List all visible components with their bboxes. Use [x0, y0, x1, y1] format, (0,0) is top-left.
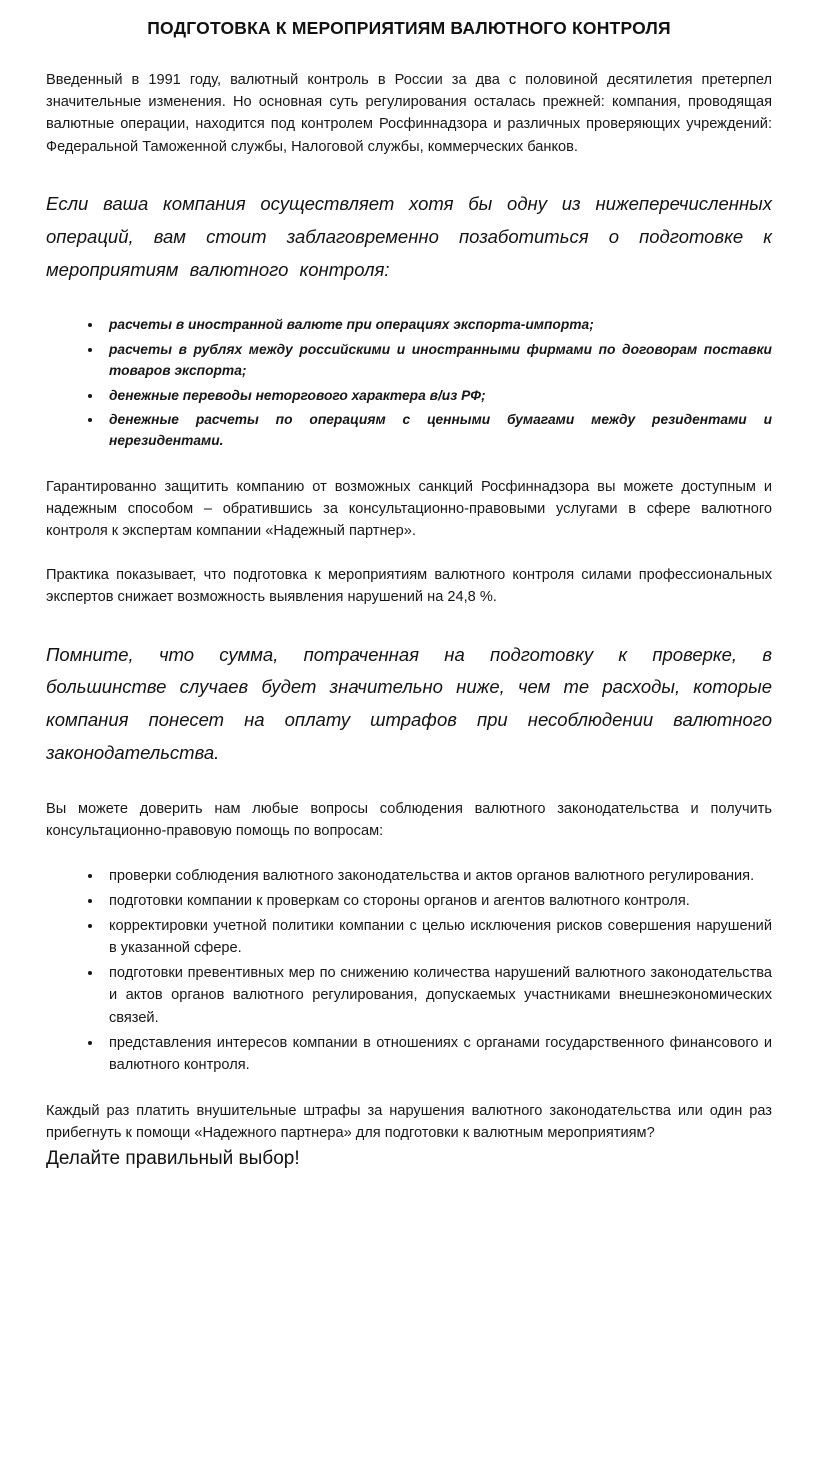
list-item: • денежные расчеты по операциям с ценными бумагами между резидентами и нерезидентами. — [103, 409, 772, 452]
list-item: • проверки соблюдения валютного законодательства и актов органов валютного регулирования. — [103, 865, 772, 887]
emphasis-paragraph-operations-intro: Если ваша компания осуществляет хотя бы одну из нижеперечисленных операций, вам стоит заблаговременно позаботиться о подготовке к мероприятиям валютного контроля: — [46, 192, 772, 280]
list-item: • расчеты в рублях между российскими и иностранными фирмами по договорам поставки товаров экспорта; — [103, 339, 772, 382]
operations-list — [46, 314, 772, 451]
list-item: • подготовки компании к проверкам со стороны органов и агентов валютного контроля. — [103, 890, 772, 912]
emphasis-paragraph-remember: Помните, что сумма, потраченная на подготовку к проверке, в большинстве случаев будет значительно ниже, чем те расходы, которые компания понесет на оплату штрафов при несоблюдении валютного законодательства. — [46, 643, 772, 764]
document-title: ПОДГОТОВКА К МЕРОПРИЯТИЯМ ВАЛЮТНОГО КОНТРОЛЯ — [147, 18, 671, 38]
list-item: • подготовки превентивных мер по снижению количества нарушений валютного законодательства и актов органов валютного регулирования, допускаемых участниками внешнеэкономических связей. — [103, 962, 772, 1029]
guarantee-paragraph: Гарантированно защитить компанию от возможных санкций Росфиннадзора вы можете доступным и надежным способом – обратившись за консультационно-правовыми услугами в сфере валютного контроля к экспертам компании «Надежный партнер». — [46, 478, 772, 540]
list-item: • корректировки учетной политики компании с целью исключения рисков совершения нарушений в указанной сфере. — [103, 915, 772, 959]
list-item: • представления интересов компании в отношениях с органами государственного финансового и валютного контроля. — [103, 1032, 772, 1076]
list-item: • расчеты в иностранной валюте при операциях экспорта-импорта; — [103, 314, 772, 335]
closing-question-paragraph: Каждый раз платить внушительные штрафы за нарушения валютного законодательства или один раз прибегнуть к помощи «Надежного партнера» для подготовки к валютным мероприятиям? — [46, 1103, 772, 1142]
practice-paragraph: Практика показывает, что подготовка к мероприятиям валютного контроля силами профессиональных экспертов снижает возможность выявления нарушений на 24,8 %. — [46, 567, 772, 606]
closing-cta-text: Делайте правильный выбор! — [46, 1148, 300, 1170]
list-item: • денежные переводы неторгового характера в/из РФ; — [103, 385, 772, 406]
services-list — [46, 865, 772, 1077]
services-intro-paragraph: Вы можете доверить нам любые вопросы соблюдения валютного законодательства и получить консультационно-правовую помощь по вопросам: — [46, 801, 772, 840]
intro-paragraph: Введенный в 1991 году, валютный контроль в России за два с половиной десятилетия претерпел значительные изменения. Но основная суть регулирования осталась прежней: компания, проводящая валютные операции, находится под контролем Росфиннадзора и различных проверяющих учреждений: Федеральной Таможенной службы, Налоговой службы, коммерческих банков. — [46, 72, 772, 155]
